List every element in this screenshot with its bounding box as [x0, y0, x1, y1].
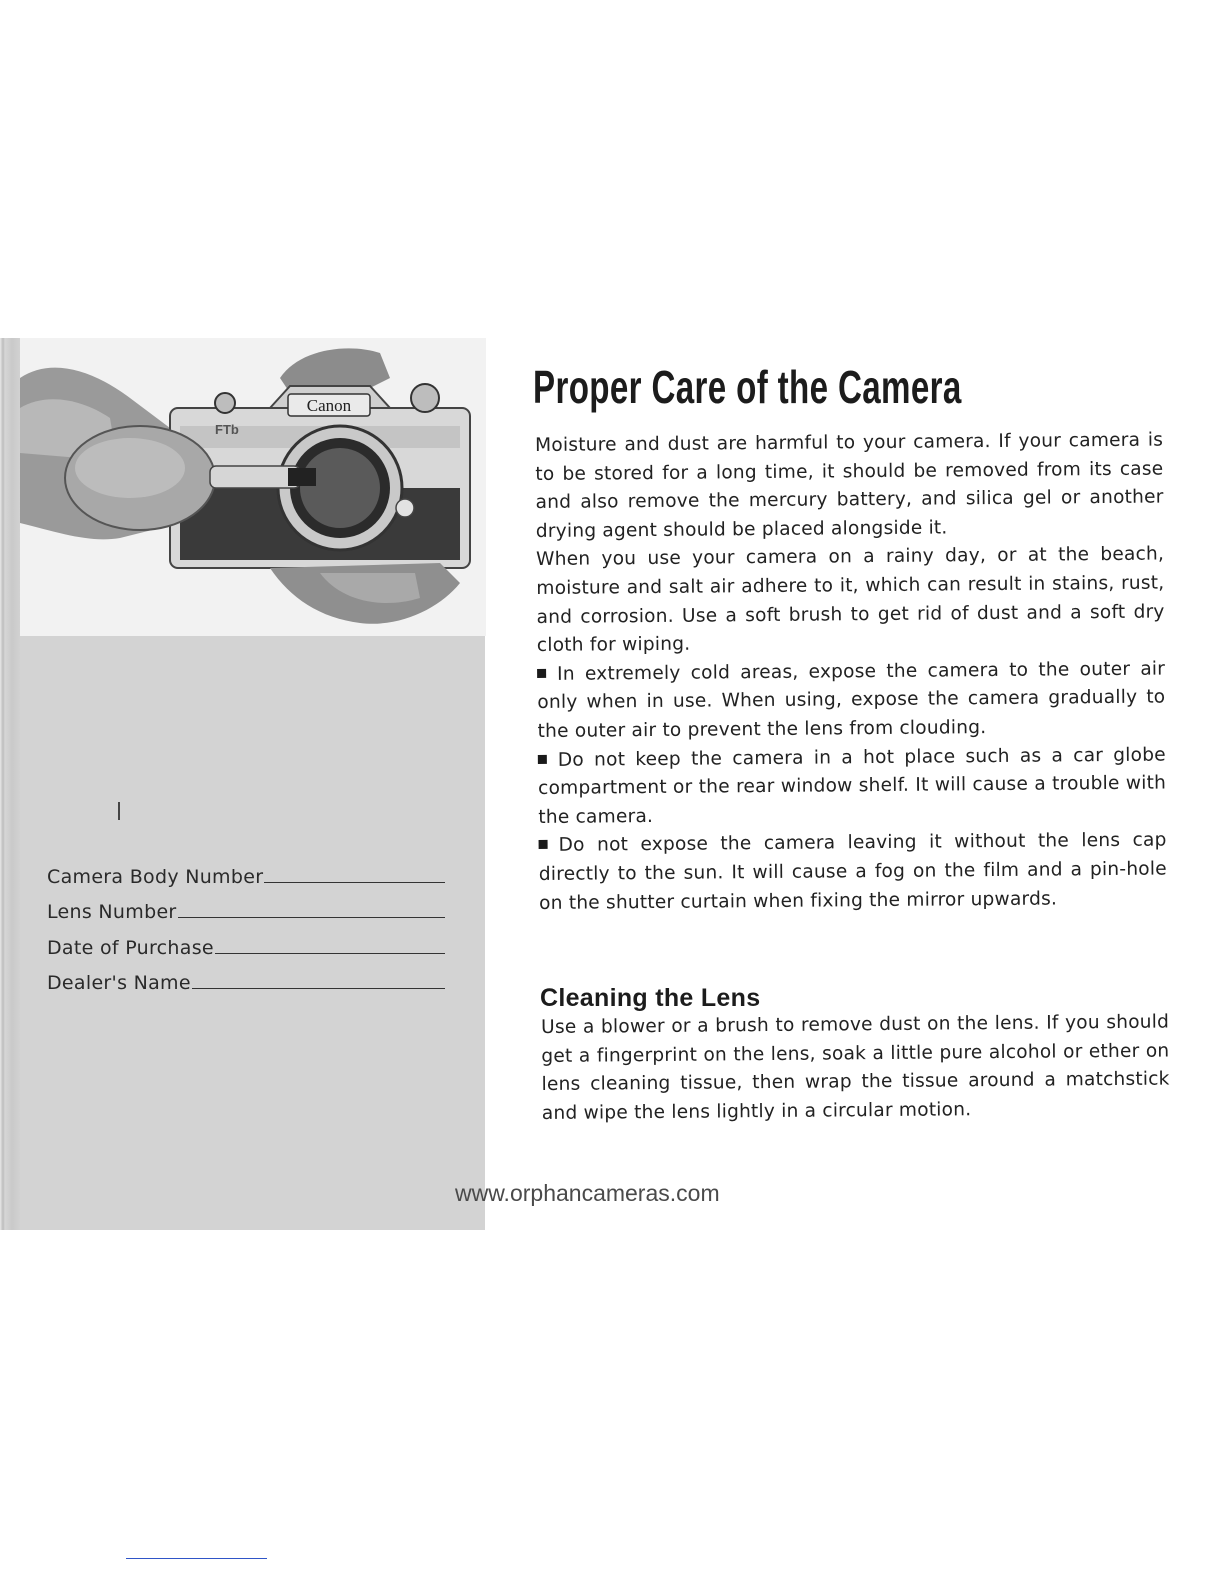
care-bullet-item [537, 655, 1166, 746]
source-watermark: www.orphancameras.com [455, 1180, 720, 1206]
record-label-camera-body-number: Camera Body Number [47, 865, 264, 888]
cleaning-instructions [541, 1009, 1170, 1129]
camera-cleaning-photo [20, 338, 486, 636]
care-bullet-item [538, 827, 1167, 918]
care-instructions [535, 427, 1167, 919]
record-row-date [47, 923, 445, 959]
camera-brand-logo: Canon [306, 396, 352, 415]
record-blank-line [178, 917, 445, 918]
page-title: Proper Care of the Camera [533, 361, 962, 413]
care-bullet-item [538, 741, 1167, 832]
record-label-lens-number: Lens Number [47, 901, 177, 923]
care-paragraph: Moisture and dust are harmful to your camera. If your camera is to be stored for a long time, it should be removed from its case and also remove the mercury battery, and silica gel or another drying agent should be placed alongside it. [535, 429, 1164, 542]
record-row-camera-body [47, 852, 445, 888]
ownership-record-form [47, 852, 445, 994]
cleaning-paragraph: Use a blower or a brush to remove dust on the lens. If you should get a fingerprint on the lens, soak a little pure alcohol or ether on lens cleaning tissue, then wrap the tissue around a matchstick and wipe the lens lightly in a circular motion. [541, 1011, 1170, 1124]
record-row-dealer [47, 959, 445, 995]
care-bullet-text: In extremely cold areas, expose the camera to the outer air only when in use. When using, expose the camera gradually to the outer air to prevent the lens from clouding. [537, 658, 1166, 742]
care-bullet-text: Do not keep the camera in a hot place such as a car globe compartment or the rear window shelf. It will cause a trouble with the camera. [538, 744, 1167, 828]
care-bullet-text: Do not expose the camera leaving it without the lens cap directly to the sun. It will cause a fog on the film and a pin-hole on the shutter curtain when fixing the mirror upwards. [538, 829, 1167, 914]
record-blank-line [264, 882, 445, 883]
record-label-date-of-purchase: Date of Purchase [47, 936, 214, 959]
care-paragraph: When you use your camera on a rainy day, or at the beach, moisture and salt air adhere to it, which can result in stains, rust, and corrosion. Use a soft brush to get rid of dust and a soft dry cloth for wiping. [536, 543, 1165, 657]
camera-model-label: FTb [215, 422, 239, 437]
bottom-divider-line [126, 1558, 267, 1559]
record-blank-line [192, 988, 445, 989]
page-binding-edge [0, 338, 22, 1230]
record-label-dealers-name: Dealer's Name [47, 972, 191, 994]
section-heading-cleaning-lens: Cleaning the Lens [540, 984, 761, 1012]
record-row-lens [47, 888, 445, 924]
bullet-square-icon [537, 669, 546, 678]
bullet-square-icon [538, 754, 547, 763]
scan-mark [118, 802, 120, 820]
record-blank-line [215, 953, 445, 954]
bullet-square-icon [539, 840, 548, 849]
